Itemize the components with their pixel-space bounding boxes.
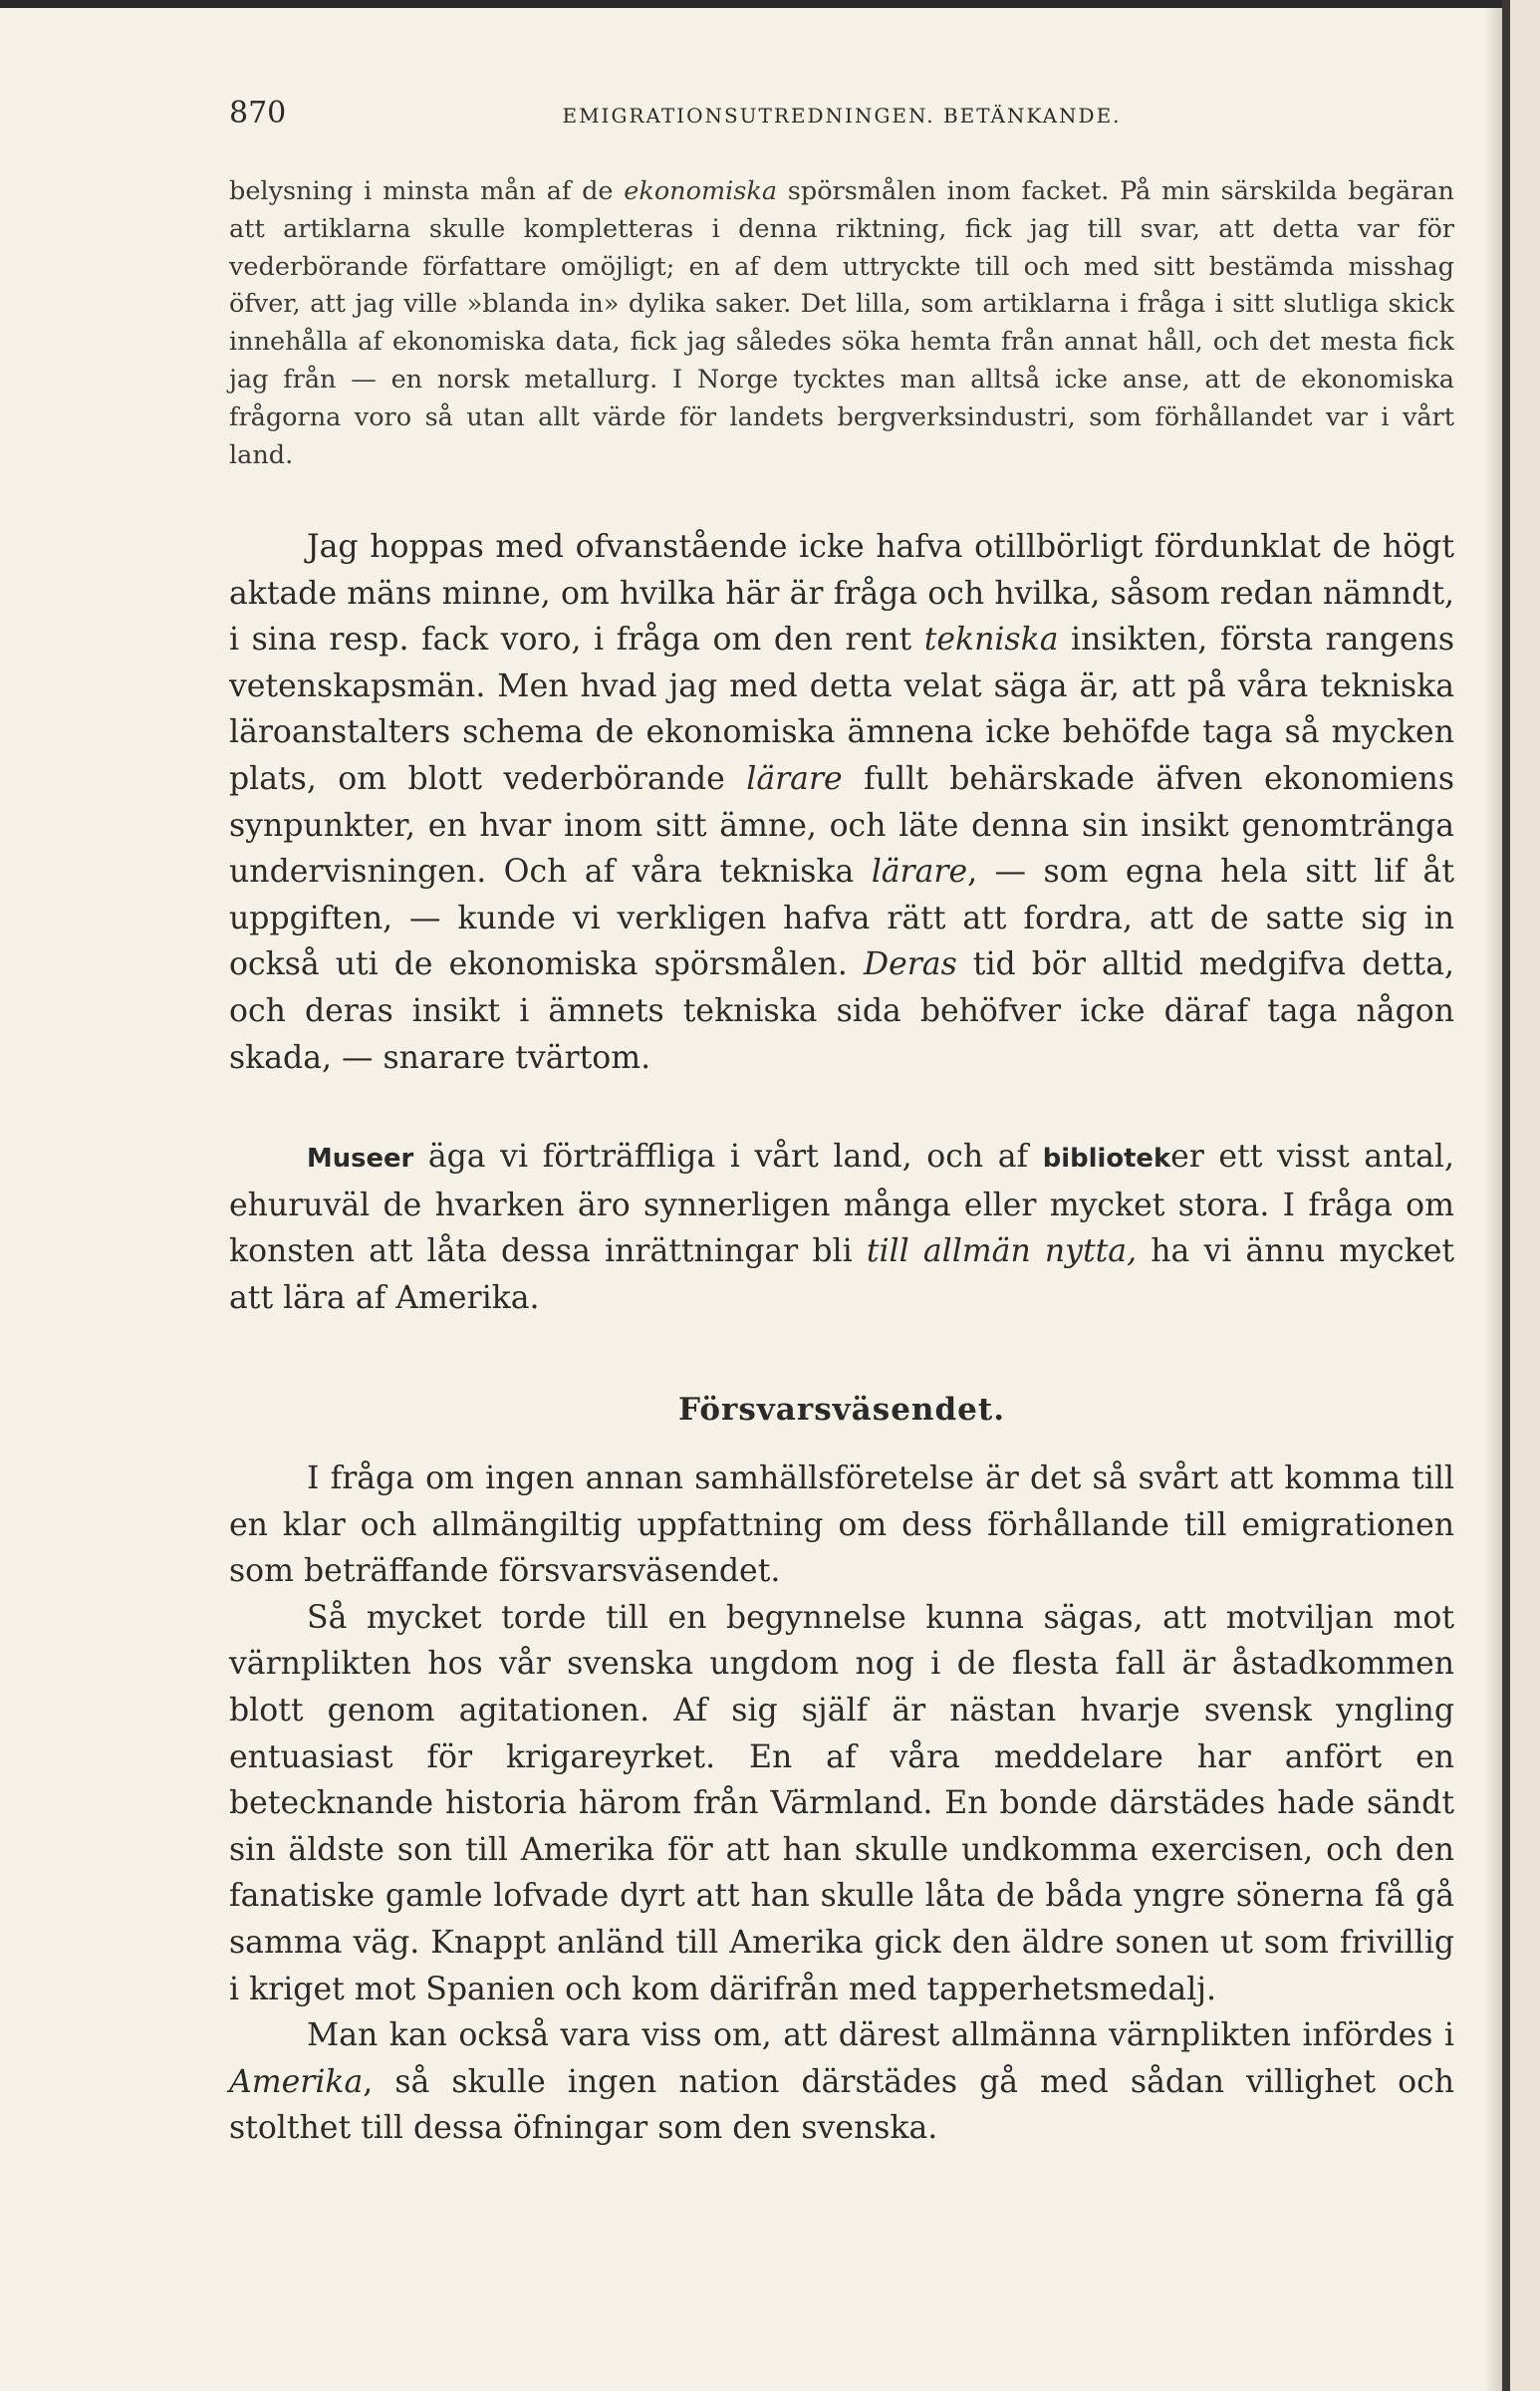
paragraph-technical-teachers <box>229 524 1454 1081</box>
italic-run: Deras <box>863 946 957 983</box>
text-run: er ett visst antal, ehuruväl de hvarken äro synnerligen många eller mycket stora. I fråga om konsten att låta dessa inrättningar bli <box>229 1139 1454 1270</box>
italic-run: till allmän nytta, <box>866 1233 1138 1270</box>
page-number: 870 <box>229 96 287 131</box>
text-run: spörsmålen inom facket. På min särskilda begäran att artiklarna skulle kompletteras i denna riktning, fick jag till svar, att detta var för vederbörande författare omöjligt; en af dem uttryckte till och med sitt bestämda misshag öfver, att jag ville »blanda in» dylika saker. Det lilla, som artiklarna i fråga i sitt slutliga skick innehålla af ekonomiska data, fick jag således söka hemta från annat håll, och det mesta fick jag från — en norsk metallurg. I Norge tycktes man alltså icke anse, att de ekonomiska frågorna voro så utan allt värde för landets bergverksindustri, som förhållandet var i vårt land. <box>229 176 1454 470</box>
italic-run: lärare <box>746 760 843 797</box>
paragraph-museums-libraries <box>229 1134 1454 1321</box>
page-gutter-shadow <box>1484 0 1502 2391</box>
text-run: tid bör alltid medgifva detta, och deras insikt i ämnets tekniska sida behöfver icke däraf taga någon skada, — snarare tvärtom. <box>229 946 1454 1076</box>
body-paragraph-block-1 <box>229 524 1454 1081</box>
section-heading: Försvarsväsendet. <box>678 1392 1005 1428</box>
text-run: insikten, första rangens vetenskapsmän. Men hvad jag med detta velat säga är, att på våra tekniska läroanstalters schema de ekonomiska ämnena icke behöfde taga så mycken plats, om blott vederbörande <box>229 622 1455 797</box>
paragraph-america-conscription <box>229 2012 1454 2152</box>
paragraph-defense-intro: I fråga om ingen annan samhällsföretelse är det så svårt att komma till en klar och allmängiltig uppfattning om dess förhållande till emigrationen som beträffande försvarsväsendet. <box>229 1461 1454 1590</box>
italic-run: tekniska <box>923 622 1059 659</box>
paragraph-conscription: Så mycket torde till en begynnelse kunna sägas, att motviljan mot värnplikten hos vår svenska ungdom nog i de flesta fall är åstadkommen blott genom agitationen. Af sig själf är nästan hvarje svensk yngling entuasiast för krigareyrket. En af våra meddelare har anfört en betecknande historia härom från Värmland. En bonde därstädes hade sändt sin äldste son till Amerika för att han skulle undkomma exercisen, och den fanatiske gamle lofvade dyrt att han skulle låta de båda yngre sönerna få gå samma väg. Knappt anländ till Amerika gick den äldre sonen ut som frivillig i kriget mot Spanien och kom därifrån med tapperhetsmedalj. <box>229 1599 1454 2007</box>
text-run: äga vi förträffliga i vårt land, och af <box>413 1139 1043 1175</box>
right-border-line <box>1502 0 1510 2391</box>
italic-run: ekonomiska <box>624 176 778 206</box>
emphasis-run: bibliotek <box>1042 1144 1171 1174</box>
running-head: EMIGRATIONSUTREDNINGEN. BETÄNKANDE. <box>562 104 1122 128</box>
text-run: fullt behärskade äfven ekonomiens synpunkter, en hvar inom sitt ämne, och läte denna sin insikt genomtränga undervisningen. Och af våra tekniska <box>229 760 1454 891</box>
italic-run: lärare <box>871 854 968 891</box>
page-header <box>229 96 1454 139</box>
italic-run: Amerika <box>229 2063 364 2100</box>
text-run: ha vi ännu mycket att lära af Amerika. <box>229 1233 1454 1316</box>
intro-paragraph <box>229 173 1454 474</box>
text-run: , så skulle ingen nation därstädes gå med sådan villighet och stolthet till dessa öfningar som den svenska. <box>229 2063 1454 2147</box>
text-run: , — som egna hela sitt lif åt uppgiften, — kunde vi verkligen hafva rätt att fordra, att de satte sig in också uti de ekonomiska spörsmålen. <box>229 854 1454 983</box>
text-run: belysning i minsta mån af de <box>229 176 625 206</box>
text-run: Jag hoppas med ofvanstående icke hafva otillbörligt fördunklat de högt aktade mäns minne, om hvilka här är fråga och hvilka, såsom redan nämndt, i sina resp. fack voro, i fråga om den rent <box>229 529 1454 659</box>
text-run: Man kan också vara viss om, att därest allmänna värnplikten infördes i <box>307 2017 1454 2054</box>
body-paragraph-block-2 <box>229 1134 1454 1321</box>
adjacent-page-edge <box>1510 0 1540 2391</box>
body-paragraph-block-3 <box>229 1456 1454 2152</box>
top-border-line <box>0 0 1514 8</box>
emphasis-run: Museer <box>307 1144 414 1174</box>
intro-paragraph-block <box>229 173 1454 474</box>
